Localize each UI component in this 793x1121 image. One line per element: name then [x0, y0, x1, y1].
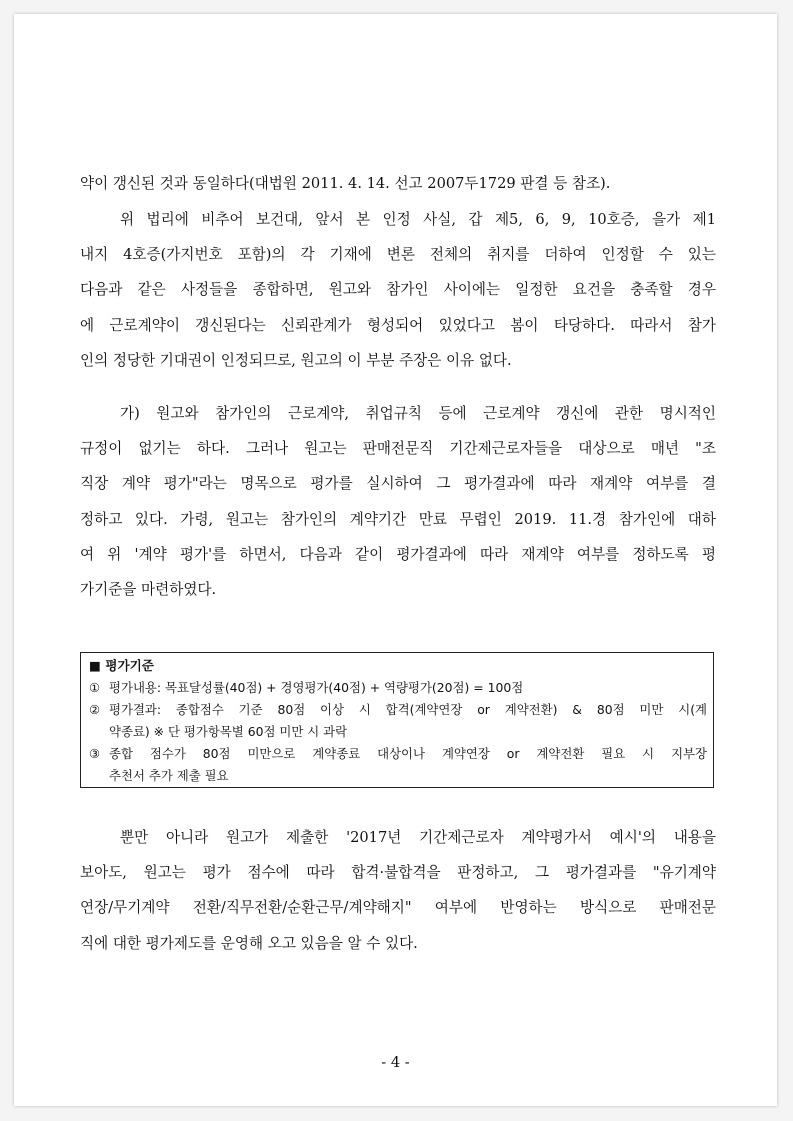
- paragraph-line: 규정이 없기는 하다. 그러나 원고는 판매전문직 기간제근로자들을 대상으로 매년 "조: [80, 440, 716, 458]
- criteria-line: 추천서 추가 제출 필요: [109, 768, 229, 783]
- paragraph-line: 가기준을 마련하였다.: [80, 580, 217, 598]
- paragraph-line: 직에 대한 평가제도를 운영해 오고 있음을 알 수 있다.: [80, 934, 418, 952]
- paragraph-3: [80, 396, 716, 607]
- paragraph-line: 에 근로계약이 갱신된다는 신뢰관계가 형성되어 있었다고 봄이 타당하다. 따라서 참가: [80, 316, 716, 334]
- paragraph-line: 연장/무기계약 전환/직무전환/순환근무/계약해지" 여부에 반영하는 방식으로 판매전문: [80, 899, 716, 917]
- paragraph-2: [80, 202, 716, 378]
- paragraph-line: 위 법리에 비추어 보건대, 앞서 본 인정 사실, 갑 제5, 6, 9, 10호증, 을가 제1: [120, 211, 716, 228]
- criteria-item: [89, 677, 707, 699]
- paragraph-4: [80, 820, 716, 961]
- criteria-number: ②: [89, 702, 101, 717]
- paragraph-line: 여 위 '계약 평가'를 하면서, 다음과 같이 평가결과에 따라 재계약 여부를 정하도록 평: [80, 545, 716, 563]
- paragraph-line: 뿐만 아니라 원고가 제출한 '2017년 기간제근로자 계약평가서 예시'의 내용을: [120, 829, 716, 846]
- criteria-line: 평가내용: 목표달성률(40점) + 경영평가(40점) + 역량평가(20점) = 100점: [109, 680, 524, 695]
- criteria-line: 종합 점수가 80점 미만으로 계약종료 대상이나 계약연장 or 계약전환 필요 시 지부장: [109, 746, 707, 761]
- paragraph-line: 약이 갱신된 것과 동일하다(대법원 2011. 4. 14. 선고 2007두1729 판결 등 참조).: [80, 175, 611, 192]
- paragraph-1: [80, 166, 716, 201]
- criteria-box: [80, 652, 714, 788]
- paragraph-line: 보아도, 원고는 평가 점수에 따라 합격·불합격을 판정하고, 그 평가결과를 "유기계약: [80, 864, 716, 882]
- paragraph-line: 다음과 같은 사정들을 종합하면, 원고와 참가인 사이에는 일정한 요건을 충족할 경우: [80, 281, 716, 299]
- paragraph-line: 가) 원고와 참가인의 근로계약, 취업규칙 등에 근로계약 갱신에 관한 명시적인: [120, 405, 716, 422]
- paragraph-line: 인의 정당한 기대권이 인정되므로, 원고의 이 부분 주장은 이유 없다.: [80, 351, 512, 369]
- paragraph-line: 직장 계약 평가"라는 명목으로 평가를 실시하여 그 평가결과에 따라 재계약 여부를 결: [80, 475, 716, 493]
- paragraph-line: 내지 4호증(가지번호 포함)의 각 기재에 변론 전체의 취지를 더하여 인정할 수 있는: [80, 246, 716, 264]
- criteria-line: 평가결과: 종합점수 기준 80점 이상 시 합격(계약연장 or 계약전환) & 80점 미만 시(계: [109, 702, 707, 717]
- paragraph-line: 정하고 있다. 가령, 원고는 참가인의 계약기간 만료 무렵인 2019. 11.경 참가인에 대하: [80, 510, 716, 528]
- criteria-number: ①: [89, 680, 101, 695]
- criteria-item: [89, 743, 707, 787]
- criteria-number: ③: [89, 746, 101, 761]
- criteria-title: ■ 평가기준: [89, 658, 154, 673]
- criteria-line: 약종료) ※ 단 평가항목별 60점 미만 시 과락: [109, 724, 348, 739]
- document-page: [14, 14, 777, 1106]
- criteria-item: [89, 699, 707, 743]
- page-number: - 4 -: [381, 1054, 410, 1071]
